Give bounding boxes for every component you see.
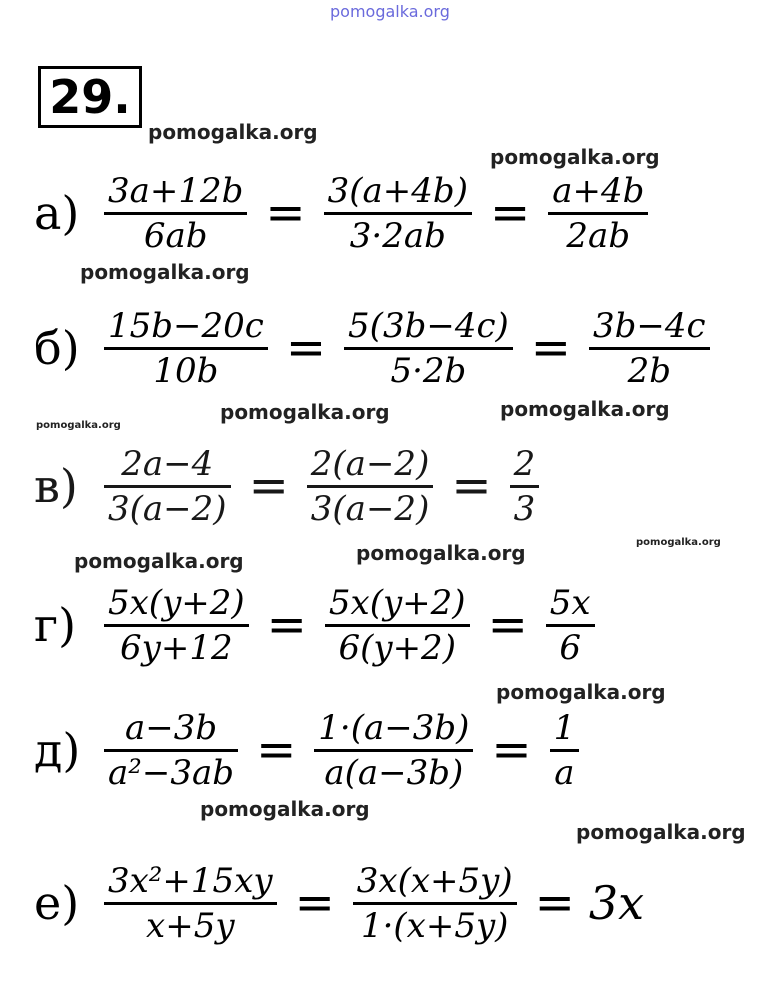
numerator: 3x²+15xy <box>108 860 273 901</box>
item-d <box>34 700 589 800</box>
fraction <box>104 582 249 669</box>
equals-sign: = <box>487 597 528 653</box>
fraction <box>589 305 710 392</box>
equals-sign: = <box>491 722 532 778</box>
item-b <box>34 298 720 398</box>
equals-sign: = <box>451 458 492 514</box>
item-label: б) <box>34 321 80 375</box>
denominator: 2b <box>627 350 671 391</box>
watermark: pomogalka.org <box>496 680 666 704</box>
numerator: 5x <box>549 582 591 623</box>
fraction <box>548 170 648 257</box>
equals-sign: = <box>534 875 575 931</box>
fraction <box>546 582 595 669</box>
denominator: 6 <box>559 627 581 668</box>
item-label: а) <box>34 186 80 240</box>
denominator: 3(a−2) <box>108 488 227 529</box>
watermark: pomogalka.org <box>490 145 660 169</box>
numerator: 3(a+4b) <box>327 170 468 211</box>
denominator: 6y+12 <box>120 627 233 668</box>
fraction <box>104 170 247 257</box>
watermark-top: pomogalka.org <box>330 2 450 21</box>
item-a <box>34 163 658 263</box>
denominator: a <box>554 752 575 793</box>
denominator: 3(a−2) <box>310 488 430 529</box>
item-v <box>34 436 549 536</box>
numerator: 5x(y+2) <box>328 582 466 623</box>
fraction <box>325 582 470 669</box>
equals-sign: = <box>285 320 327 376</box>
watermark: pomogalka.org <box>220 400 390 424</box>
numerator: 2 <box>513 443 536 484</box>
fraction <box>307 443 434 530</box>
equals-sign: = <box>265 185 306 241</box>
fraction <box>550 707 580 794</box>
denominator: 5·2b <box>390 350 467 391</box>
denominator: a²−3ab <box>108 752 235 793</box>
watermark: pomogalka.org <box>576 820 746 844</box>
equals-sign: = <box>256 722 297 778</box>
equals-sign: = <box>248 458 289 514</box>
numerator: 3a+12b <box>108 170 244 211</box>
numerator: a−3b <box>124 707 218 748</box>
equals-sign: = <box>489 185 531 241</box>
numerator: 5x(y+2) <box>108 582 245 623</box>
fraction <box>314 707 473 794</box>
watermark: pomogalka.org <box>200 797 370 821</box>
equals-sign: = <box>266 597 307 653</box>
numerator: 2(a−2) <box>310 443 430 484</box>
numerator: 15b−20c <box>108 305 264 346</box>
item-label: г) <box>34 598 77 652</box>
item-g <box>34 575 605 675</box>
numerator: 1·(a−3b) <box>318 707 470 748</box>
fraction <box>104 305 268 392</box>
item-label: д) <box>34 723 81 777</box>
denominator: 2ab <box>566 215 631 256</box>
denominator: 3 <box>513 488 536 529</box>
numerator: 1 <box>553 707 576 748</box>
denominator: x+5y <box>146 905 235 946</box>
watermark: pomogalka.org <box>74 549 244 573</box>
denominator: 1·(x+5y) <box>360 905 509 946</box>
result: 3x <box>588 876 645 930</box>
equals-sign: = <box>294 875 335 931</box>
fraction <box>353 860 517 947</box>
watermark: pomogalka.org <box>80 260 250 284</box>
item-label: е) <box>34 876 80 930</box>
fraction <box>324 170 472 257</box>
fraction <box>104 443 231 530</box>
fraction <box>510 443 540 530</box>
denominator: 3·2ab <box>349 215 446 256</box>
denominator: a(a−3b) <box>324 752 464 793</box>
fraction <box>104 860 277 947</box>
fraction <box>344 305 513 392</box>
denominator: 6(y+2) <box>338 627 456 668</box>
numerator: 3x(x+5y) <box>356 860 513 901</box>
watermark: pomogalka.org <box>148 120 318 144</box>
equals-sign: = <box>530 320 571 376</box>
denominator: 10b <box>153 350 219 391</box>
numerator: 5(3b−4c) <box>348 305 509 346</box>
item-label: в) <box>34 459 78 513</box>
denominator: 6ab <box>143 215 208 256</box>
watermark: pomogalka.org <box>500 397 670 421</box>
problem-number: 29. <box>38 66 142 128</box>
numerator: a+4b <box>552 170 645 211</box>
fraction <box>104 707 238 794</box>
watermark-small: pomogalka.org <box>36 420 121 431</box>
watermark-small: pomogalka.org <box>636 537 721 548</box>
watermark: pomogalka.org <box>356 541 526 565</box>
numerator: 2a−4 <box>121 443 214 484</box>
item-e <box>34 853 644 953</box>
numerator: 3b−4c <box>593 305 706 346</box>
